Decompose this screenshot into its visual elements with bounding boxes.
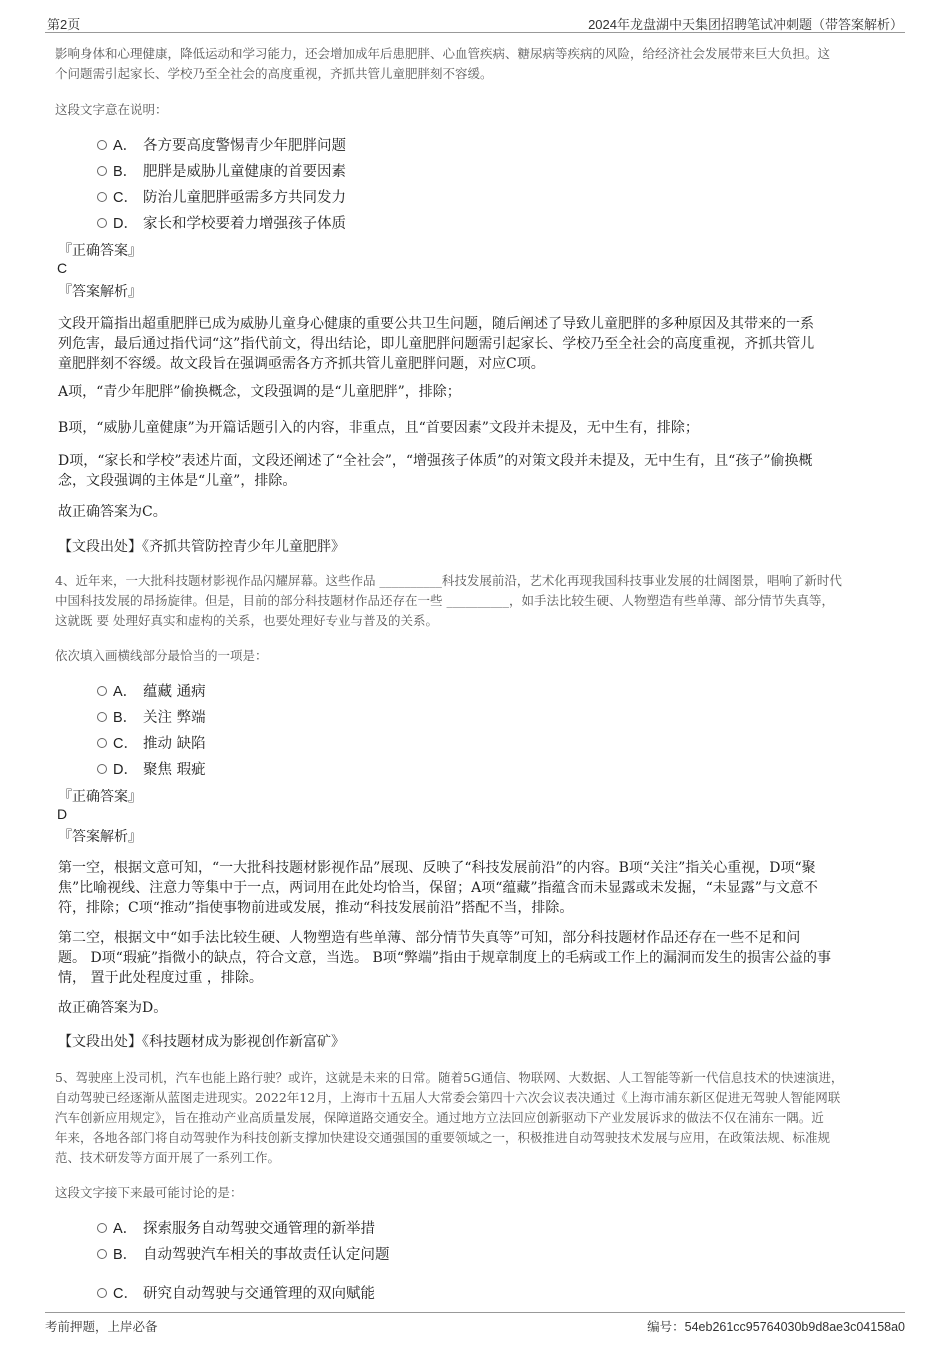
radio-icon[interactable] — [97, 218, 107, 228]
q4-option-b[interactable]: B． 关注 弊端 — [97, 706, 206, 728]
q3-option-d[interactable]: D． 家长和学校要着力增强孩子体质 — [97, 212, 346, 234]
q3-source: 【文段出处】《齐抓共管防控青少年儿童肥胖》 — [58, 539, 345, 555]
radio-icon[interactable] — [97, 140, 107, 150]
radio-icon[interactable] — [97, 1288, 107, 1298]
radio-icon[interactable] — [97, 1223, 107, 1233]
q4-answer-label: 『正确答案』 — [58, 789, 142, 805]
q4-analysis-conclusion: 故正确答案为D。 — [58, 1000, 168, 1016]
q5-passage: 5、驾驶座上没司机，汽车也能上路行驶？或许，这就是未来的日常。随着5G通信、物联网、大数据、人工智能等新一代信息技术的快速演进， 自动驾驶已经逐渐从蓝图走进现实。2022年12月，上海市十五届人大常委会第四十六次会议表决通过《上海市浦东新区促进无驾驶人智能网联 汽车创新应用规定》，旨在推动产业高质量发展，保障道路交通安全。通过地方立法回应创新驱动下产业发展诉求的做法不仅在浦东一隅。近 年来，各地各部门将自动驾驶作为科技创新支撑加快建设交通强国的重要领域之一，积极推进自动驾驶技术发展与应用，在政策法规、标准规 范、技术研发等方面开展了一系列工作。 — [55, 1070, 844, 1165]
document-title: 2024年龙盘湖中天集团招聘笔试冲刺题（带答案解析） — [588, 17, 903, 32]
q4-option-c[interactable]: C． 推动 缺陷 — [97, 732, 206, 754]
q4-source: 【文段出处】《科技题材成为影视创作新富矿》 — [58, 1034, 345, 1050]
q3-option-b[interactable]: B． 肥胖是威胁儿童健康的首要因素 — [97, 160, 346, 182]
q4-answer: D — [57, 806, 68, 822]
q4-passage: 4、近年来，一大批科技题材影视作品闪耀屏幕。这些作品 __________科技发展前沿，艺术化再现我国科技事业发展的壮阔图景，唱响了新时代 中国科技发展的昂扬旋律。但是，目前的部分科技题材作品还存在一些 __________，如手法比较生硬、人物塑造有些单薄、部分情节失真等， 这就既 要 处理好真实和虚构的关系，也要处理好专业与普及的关系。 — [55, 573, 842, 628]
q4-option-a[interactable]: A． 蕴藏 通病 — [97, 680, 206, 702]
q5-option-b[interactable]: B． 自动驾驶汽车相关的事故责任认定问题 — [97, 1243, 390, 1265]
page-number: 第2页 — [47, 17, 81, 32]
radio-icon[interactable] — [97, 192, 107, 202]
q5-option-c[interactable]: C． 研究自动驾驶与交通管理的双向赋能 — [97, 1282, 375, 1304]
page-header — [45, 10, 905, 33]
q3-analysis-label: 『答案解析』 — [58, 284, 142, 300]
q4-analysis-label: 『答案解析』 — [58, 829, 142, 845]
q3-answer: C — [57, 260, 68, 276]
radio-icon[interactable] — [97, 712, 107, 722]
q4-analysis-para-2: 第二空，根据文中“如手法比较生硬、人物塑造有些单薄、部分情节失真等”可知，部分科技题材作品还存在一些不足和问 题。 D项“瑕疵”指微小的缺点，符合文意，当选。 B项“弊端”指由于规章制度上的毛病或工作上的漏洞而发生的损害公益的事 情， 置于此处程度过重 ，排除。 — [58, 930, 832, 986]
page-footer — [45, 1312, 905, 1337]
radio-icon[interactable] — [97, 686, 107, 696]
radio-icon[interactable] — [97, 166, 107, 176]
q3-stem: 这段文字意在说明： — [55, 102, 168, 117]
document-id: 编号：54eb261cc95764030b9d8ae3c04158a0 — [647, 1320, 905, 1334]
q3-option-a[interactable]: A． 各方要高度警惕青少年肥胖问题 — [97, 134, 346, 156]
footer-slogan: 考前押题，上岸必备 — [45, 1320, 158, 1334]
q4-option-d[interactable]: D． 聚焦 瑕疵 — [97, 758, 206, 780]
q3-analysis-para-1: 文段开篇指出超重肥胖已成为威胁儿童身心健康的重要公共卫生问题，随后阐述了导致儿童肥胖的多种原因及其带来的一系 列危害，最后通过指代词“这”指代前文，得出结论，即儿童肥胖问题需引起家长、学校乃至全社会的高度重视，齐抓共管儿 童肥胖刻不容缓。故文段旨在强调亟需各方齐抓共管儿童肥胖问题，对应C项。 — [58, 316, 815, 372]
q3-analysis-para-2: A项，“青少年肥胖”偷换概念，文段强调的是“儿童肥胖”，排除； — [58, 384, 461, 400]
q4-stem: 依次填入画横线部分最恰当的一项是： — [55, 648, 268, 663]
radio-icon[interactable] — [97, 764, 107, 774]
q3-analysis-para-3: B项，“威胁儿童健康”为开篇话题引入的内容，非重点，且“首要因素”文段并未提及，无中生有，排除； — [58, 420, 699, 436]
q5-stem: 这段文字接下来最可能讨论的是： — [55, 1185, 243, 1200]
q3-analysis-conclusion: 故正确答案为C。 — [58, 504, 167, 520]
q3-answer-label: 『正确答案』 — [58, 243, 142, 259]
radio-icon[interactable] — [97, 738, 107, 748]
q3-passage-tail: 影响身体和心理健康，降低运动和学习能力，还会增加成年后患肥胖、心血管疾病、糖尿病等疾病的风险，给经济社会发展带来巨大负担。这 个问题需引起家长、学校乃至全社会的高度重视，齐抓共管儿童肥胖刻不容缓。 — [55, 46, 831, 81]
q5-option-a[interactable]: A． 探索服务自动驾驶交通管理的新举措 — [97, 1217, 375, 1239]
q3-analysis-para-4: D项，“家长和学校”表述片面，文段还阐述了“全社会”，“增强孩子体质”的对策文段并未提及，无中生有，且“孩子”偷换概 念，文段强调的主体是“儿童”，排除。 — [58, 453, 813, 489]
q4-analysis-para-1: 第一空，根据文意可知，“一大批科技题材影视作品”展现、反映了“科技发展前沿”的内容。B项“关注”指关心重视，D项“聚 焦”比喻视线、注意力等集中于一点，两词用在此处均恰当，保留；A项“蕴藏”指蕴含而未显露或未发掘，“未显露”与文意不 符，排除；C项“推动”指使事物前进或发展，推动“科技发展前沿”搭配不当，排除。 — [58, 860, 818, 916]
q3-option-c[interactable]: C． 防治儿童肥胖亟需多方共同发力 — [97, 186, 346, 208]
radio-icon[interactable] — [97, 1249, 107, 1259]
